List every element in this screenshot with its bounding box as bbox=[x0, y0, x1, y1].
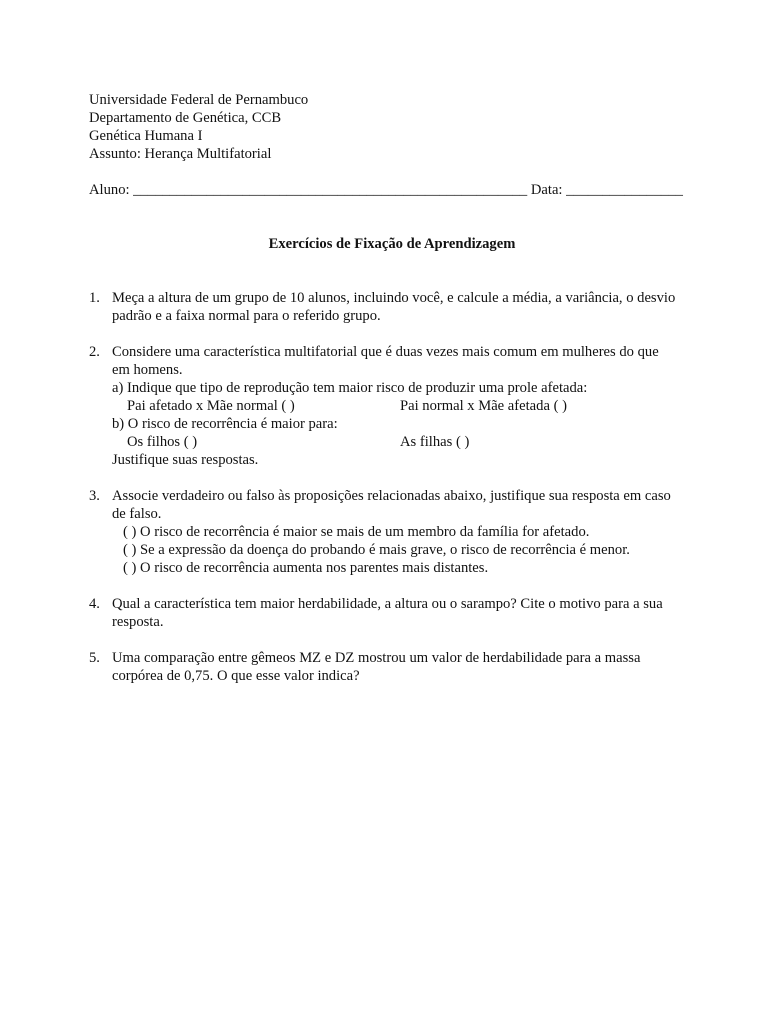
option-father-affected: Pai afetado x Mãe normal ( ) bbox=[127, 398, 295, 414]
department-name: Departamento de Genética, CCB bbox=[89, 110, 282, 126]
student-name-field: Aluno: ______________________________________________________ bbox=[89, 182, 528, 198]
true-false-item: ( ) O risco de recorrência aumenta nos parentes mais distantes. bbox=[123, 560, 489, 576]
question-number: 5. bbox=[89, 650, 100, 666]
option-mother-affected: Pai normal x Mãe afetada ( ) bbox=[400, 398, 567, 414]
question-3 bbox=[89, 487, 697, 577]
question-text: Meça a altura de um grupo de 10 alunos, incluindo você, e calcule a média, a variância, o desvio bbox=[112, 290, 676, 306]
student-info-row bbox=[89, 181, 697, 199]
course-name: Genética Humana I bbox=[89, 128, 203, 144]
option-sons: Os filhos ( ) bbox=[127, 434, 198, 450]
question-text: padrão e a faixa normal para o referido grupo. bbox=[112, 308, 381, 324]
question-list bbox=[89, 289, 697, 685]
question-4 bbox=[89, 595, 697, 631]
document-header bbox=[89, 91, 697, 163]
true-false-item: ( ) O risco de recorrência é maior se mais de um membro da família for afetado. bbox=[123, 524, 590, 540]
question-number: 4. bbox=[89, 596, 100, 612]
question-text: Associe verdadeiro ou falso às proposições relacionadas abaixo, justifique sua resposta em caso bbox=[112, 488, 671, 504]
question-text: resposta. bbox=[112, 614, 164, 630]
page-title: Exercícios de Fixação de Aprendizagem bbox=[268, 236, 516, 252]
question-text: Considere uma característica multifatorial que é duas vezes mais comum em mulheres do que bbox=[112, 344, 659, 360]
question-1 bbox=[89, 289, 697, 325]
subquestion-b-options bbox=[112, 433, 697, 451]
date-field: Data: ________________ bbox=[530, 182, 683, 198]
question-5 bbox=[89, 649, 697, 685]
question-text: de falso. bbox=[112, 506, 162, 522]
subquestion-b: b) O risco de recorrência é maior para: bbox=[112, 416, 338, 432]
question-number: 1. bbox=[89, 290, 100, 306]
university-name: Universidade Federal de Pernambuco bbox=[89, 92, 309, 108]
option-daughters: As filhas ( ) bbox=[400, 434, 470, 450]
question-text: em homens. bbox=[112, 362, 183, 378]
question-number: 2. bbox=[89, 344, 100, 360]
subject-line: Assunto: Herança Multifatorial bbox=[89, 146, 272, 162]
question-number: 3. bbox=[89, 488, 100, 504]
question-text: Uma comparação entre gêmeos MZ e DZ mostrou um valor de herdabilidade para a massa bbox=[112, 650, 641, 666]
question-2 bbox=[89, 343, 697, 469]
true-false-item: ( ) Se a expressão da doença do probando é mais grave, o risco de recorrência é menor. bbox=[123, 542, 630, 558]
subquestion-a: a) Indique que tipo de reprodução tem maior risco de produzir uma prole afetada: bbox=[112, 380, 588, 396]
question-text: Qual a característica tem maior herdabilidade, a altura ou o sarampo? Cite o motivo para a sua bbox=[112, 596, 663, 612]
justify-instruction: Justifique suas respostas. bbox=[112, 452, 259, 468]
subquestion-a-options bbox=[112, 397, 697, 415]
document-body bbox=[89, 91, 697, 703]
question-text: corpórea de 0,75. O que esse valor indica? bbox=[112, 668, 360, 684]
